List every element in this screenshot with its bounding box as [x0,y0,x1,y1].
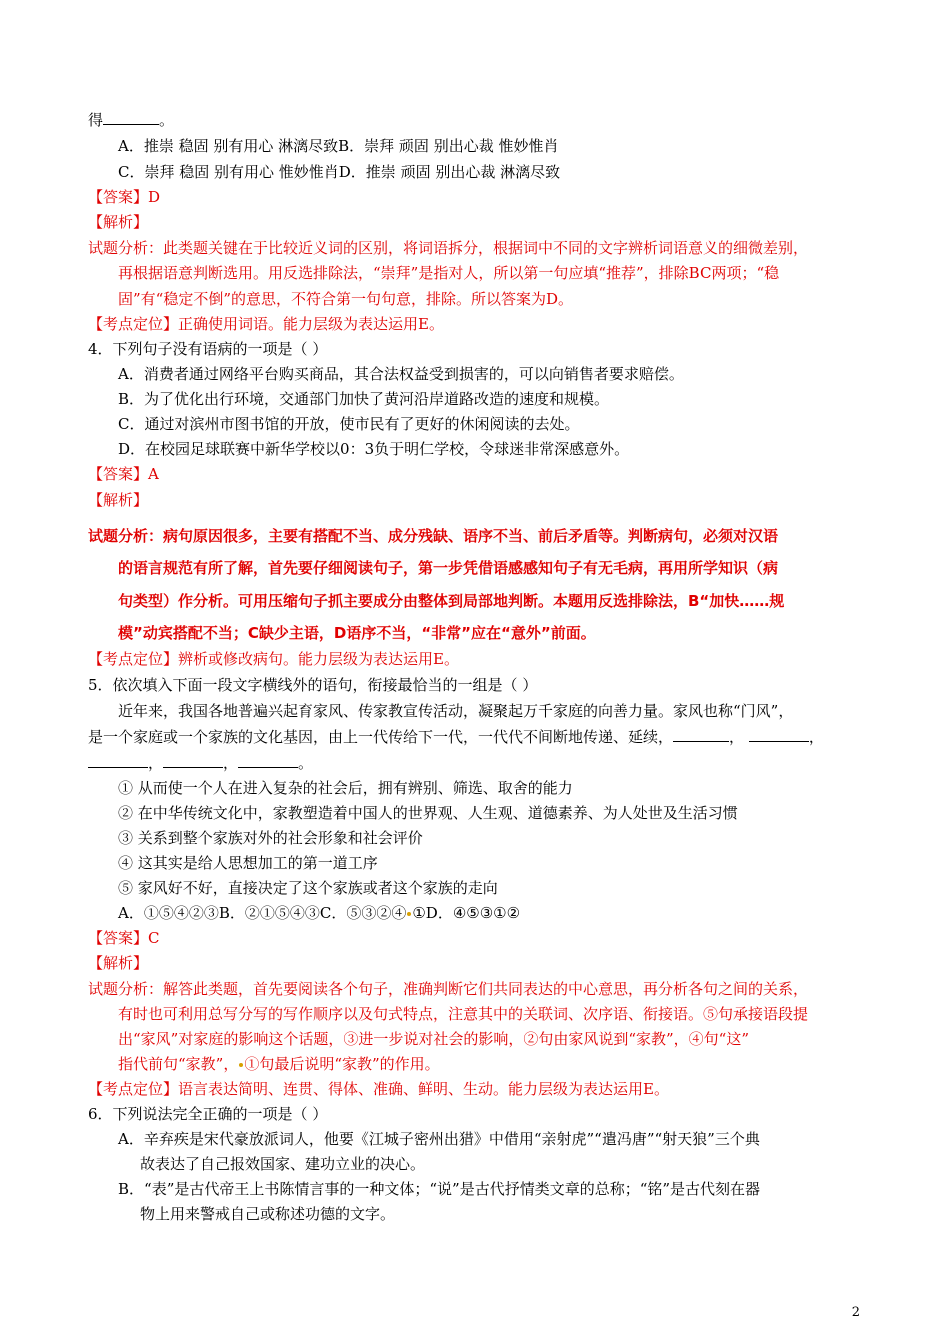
q5-sentence-2: ② 在中华传统文化中，家教塑造着中国人的世界观、人生观、道德素养、为人处世及生活习惯 [118,804,738,822]
fill-blank [103,109,159,125]
q5-sentence-5: ⑤ 家风好不好，直接决定了这个家族或者这个家族的走向 [118,879,498,897]
q5-options-part: ①D．④⑤③①② [412,904,521,922]
q3-options-ab: A．推崇 稳固 别有用心 淋漓尽致B．崇拜 顽固 别出心裁 惟妙惟肖 [118,137,559,155]
q4-option-d: D．在校园足球联赛中新华学校以0：3负于明仁学校，令球迷非常深感意外。 [118,440,630,458]
q4-analysis-line: 试题分析：病句原因很多，主要有搭配不当、成分残缺、语序不当、前后矛盾等。判断病句，必须对汉语 [88,527,779,545]
punctuation: ， [808,728,824,746]
q6-option-a-cont: 故表达了自己报效国家、建功立业的决心。 [140,1155,426,1173]
q3-kaodian [88,312,880,337]
q4-analysis-line: 的语言规范有所了解，首先要仔细阅读句子，第一步凭借语感感知句子有无毛病，再用所学知识（病 [118,559,779,577]
q5-stem: 5．依次填入下面一段文字横线外的语句，衔接最恰当的一组是（ ） [88,676,538,694]
q5-options [118,901,880,926]
q5-answer: 【答案】C [88,929,160,947]
q6-option-b-cont: 物上用来警戒自己或称述功德的文字。 [140,1205,396,1223]
q5-kaodian: 【考点定位】语言表达简明、连贯、得体、准确、鲜明、生动。能力层级为表达运用E。 [88,1080,669,1098]
q5-paragraph-line [88,725,880,750]
q5-analysis-line [118,1052,880,1077]
q4-analysis-line: 句类型）作分析。可用压缩句子抓主要成分由整体到局部地判断。本题用反选排除法，B“加快……规 [118,592,785,610]
yellow-mark-icon [407,912,411,916]
q5-blanks-line [88,751,880,776]
q5-paragraph-text: 是一个家庭或一个家族的文化基因，由上一代传给下一代，一代代不间断地传递、延续， [88,728,674,746]
q4-option-a: A．消费者通过网络平台购买商品，其合法权益受到损害的，可以向销售者要求赔偿。 [118,365,684,383]
fill-blank [749,726,809,742]
q4-option-c: C．通过对滨州市图书馆的开放，使市民有了更好的休闲阅读的去处。 [118,415,580,433]
punctuation: ， [729,728,745,746]
q6-option-a: A．辛弃疾是宋代豪放派词人，他要《江城子密州出猎》中借用“亲射虎”“遣冯唐”“射天狼”三个典 [118,1130,760,1148]
punctuation: ， [223,754,239,772]
q3-tail-end: 。 [159,111,175,129]
q6-option-b: B．“表”是古代帝王上书陈情言事的一种文体；“说”是古代抒情类文章的总称；“铭”是古代刻在器 [118,1180,761,1198]
q3-analysis-line: 试题分析：此类题关键在于比较近义词的区别，将词语拆分，根据词中不同的文字辨析词语意义的细微差别， [88,239,809,257]
fill-blank [88,752,148,768]
q5-sentence-4: ④ 这其实是给人思想加工的第一道工序 [118,854,378,872]
q4-stem: 4．下列句子没有语病的一项是（ ） [88,340,328,358]
q3-tail-line [88,108,880,133]
q4-kaodian: 【考点定位】辨析或修改病句。能力层级为表达运用E。 [88,650,459,668]
q3-tail-text: 得 [88,111,104,129]
q4-analysis-line: 模”动宾搭配不当；C缺少主语，D语序不当，“非常”应在“意外”前面。 [118,624,596,642]
q3-analysis-line: 固”有“稳定不倒”的意思，不符合第一句句意，排除。所以答案为D。 [118,290,574,308]
q3-kaodian-text: 【考点定位】正确使用词语。能力层级为表达运用E。 [88,315,444,333]
q4-answer: 【答案】A [88,465,159,483]
q5-paragraph-line: 近年来，我国各地普遍兴起育家风、传家教宣传活动，凝聚起万千家庭的向善力量。家风也称“门风”， [118,702,794,720]
q5-analysis-label: 【解析】 [88,954,149,972]
fill-blank [673,726,729,742]
q4-analysis-label: 【解析】 [88,491,149,509]
q5-analysis-part: 指代前句“家教”， [118,1055,239,1073]
q6-stem: 6．下列说法完全正确的一项是（ ） [88,1105,328,1123]
fill-blank [163,752,223,768]
q3-answer: 【答案】D [88,188,161,206]
q5-analysis-line: 试题分析：解答此类题，首先要阅读各个句子，准确判断它们共同表达的中心意思，再分析各句之间的关系， [88,980,809,998]
q3-options-cd: C．崇拜 稳固 别有用心 惟妙惟肖D．推崇 顽固 别出心裁 淋漓尽致 [118,163,561,181]
q5-options-part: A．①⑤④②③B．②①⑤④③C．⑤③②④ [118,904,407,922]
q3-analysis-line: 再根据语意判断选用。用反选排除法，“崇拜”是指对人，所以第一句应填“推荐”，排除BC两项；“稳 [118,264,780,282]
q5-sentence-3: ③ 关系到整个家族对外的社会形象和社会评价 [118,829,423,847]
q5-analysis-line: 有时也可利用总写分写的写作顺序以及句式特点，注意其中的关联词、次序语、衔接语。⑤句承接语段提 [118,1005,809,1023]
punctuation: 。 [298,754,314,772]
yellow-mark-icon [239,1063,243,1067]
page-number: 2 [851,1305,860,1320]
q5-analysis-line: 出“家风”对家庭的影响这个话题，③进一步说对社会的影响，②句由家风说到“家教”，④句“这” [118,1030,750,1048]
punctuation: ， [148,754,164,772]
q3-analysis-label: 【解析】 [88,213,149,231]
q4-option-b: B．为了优化出行环境，交通部门加快了黄河沿岸道路改造的速度和规模。 [118,390,610,408]
q5-analysis-part: ①句最后说明“家教”的作用。 [244,1055,440,1073]
fill-blank [238,752,298,768]
q5-sentence-1: ① 从而使一个人在进入复杂的社会后，拥有辨别、筛选、取舍的能力 [118,779,573,797]
